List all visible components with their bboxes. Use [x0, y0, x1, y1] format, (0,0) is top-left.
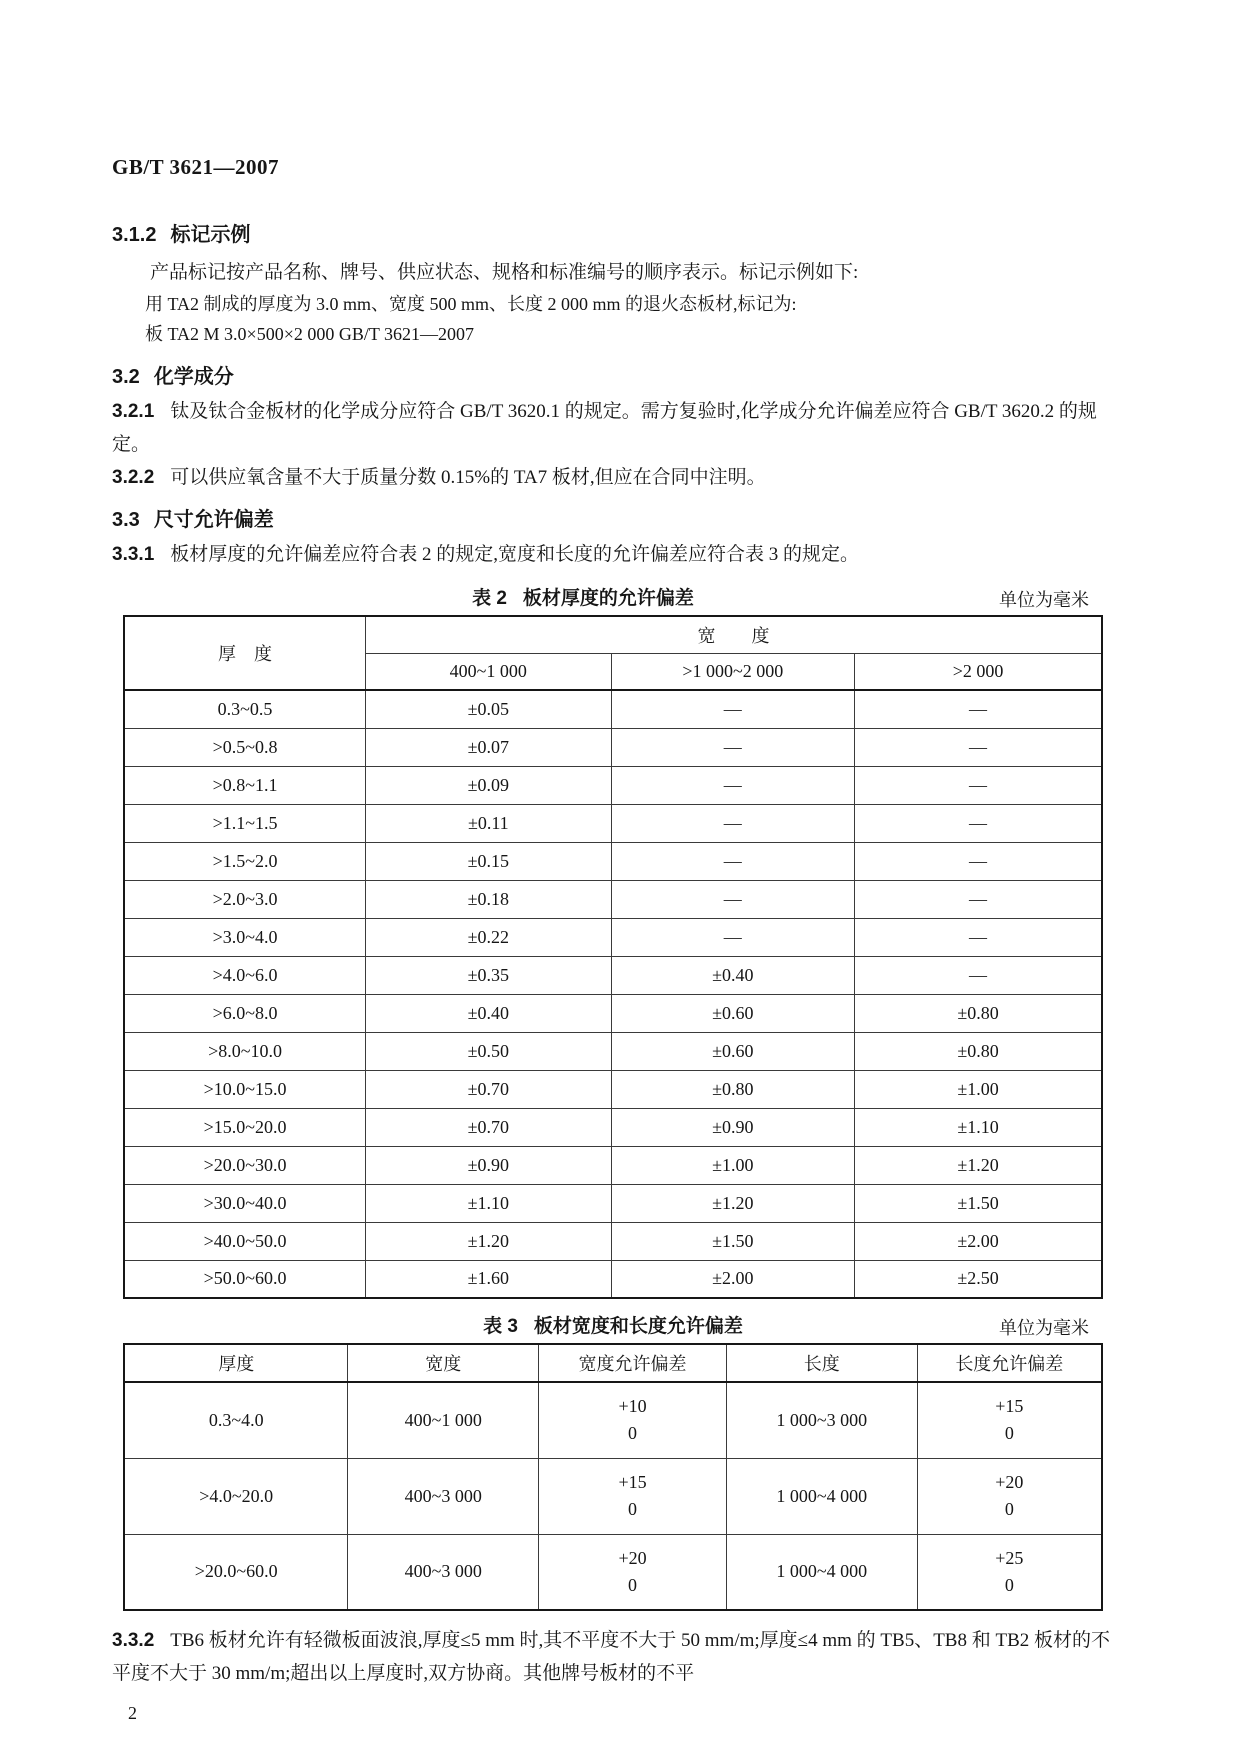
deviation-cell: —	[611, 918, 855, 956]
table3-column-header: 长度	[726, 1344, 917, 1382]
deviation-cell: —	[855, 918, 1102, 956]
table2-row	[124, 842, 1102, 880]
table2-row	[124, 1070, 1102, 1108]
width-deviation-cell	[539, 1458, 727, 1534]
deviation-cell: ±0.40	[611, 956, 855, 994]
deviation-cell: ±1.20	[855, 1146, 1102, 1184]
paragraph-text: 板材厚度的允许偏差应符合表 2 的规定,宽度和长度的允许偏差应符合表 3 的规定。	[170, 544, 860, 565]
deviation-cell: ±0.35	[366, 956, 611, 994]
deviation-cell: ±0.18	[366, 880, 611, 918]
thickness-range-cell: >15.0~20.0	[124, 1108, 366, 1146]
width-range-cell: 400~1 000	[348, 1382, 539, 1458]
table2-caption	[123, 583, 1043, 610]
deviation-cell: ±1.50	[855, 1184, 1102, 1222]
table2-row	[124, 766, 1102, 804]
deviation-line: +20	[618, 1547, 647, 1568]
table2-body	[124, 690, 1102, 1298]
table2-row	[124, 1146, 1102, 1184]
deviation-cell: ±0.80	[855, 1032, 1102, 1070]
deviation-cell: —	[611, 880, 855, 918]
deviation-cell: ±1.10	[366, 1184, 611, 1222]
section-title: 标记示例	[170, 224, 251, 246]
deviation-cell: ±0.05	[366, 690, 611, 728]
length-deviation-cell	[917, 1458, 1102, 1534]
deviation-line: +15	[618, 1472, 647, 1492]
deviation-cell: ±1.10	[855, 1108, 1102, 1146]
paragraph-text: 钛及钛合金板材的化学成分应符合 GB/T 3620.1 的规定。需方复验时,化学成分允许偏差应符合 GB/T 3620.2 的规定。	[112, 401, 1097, 455]
table3-caption	[123, 1311, 1103, 1338]
table3-column-header: 厚度	[124, 1344, 348, 1382]
table2-header	[124, 616, 1102, 690]
section-number: 3.3	[112, 509, 140, 531]
table2-row	[124, 804, 1102, 842]
deviation-cell: ±0.90	[366, 1146, 611, 1184]
section-title: 化学成分	[153, 366, 234, 388]
deviation-cell: ±1.20	[366, 1222, 611, 1260]
thickness-range-cell: >8.0~10.0	[124, 1032, 366, 1070]
thickness-range-cell: >6.0~8.0	[124, 994, 366, 1032]
section-number: 3.1.2	[112, 224, 157, 246]
table3-row	[124, 1534, 1102, 1610]
marking-intro-paragraph: 产品标记按产品名称、牌号、供应状态、规格和标准编号的顺序表示。标记示例如下:	[150, 262, 859, 283]
width-range-cell: 400~3 000	[348, 1458, 539, 1534]
deviation-line: 0	[1004, 1499, 1014, 1519]
thickness-range-cell: >20.0~60.0	[124, 1534, 348, 1610]
table2-caption-label: 表 2	[472, 588, 507, 609]
deviation-cell: —	[611, 842, 855, 880]
standard-number-header: GB/T 3621—2007	[112, 155, 280, 179]
deviation-cell: ±0.70	[366, 1108, 611, 1146]
table2-row	[124, 956, 1102, 994]
section-3-3-1-paragraph	[112, 538, 1112, 571]
table2-width-range-header: >1 000~2 000	[611, 653, 855, 690]
table3-body	[124, 1382, 1102, 1610]
deviation-cell: —	[611, 690, 855, 728]
deviation-cell: ±1.00	[855, 1070, 1102, 1108]
section-number: 3.2.2	[112, 467, 155, 488]
deviation-cell: —	[855, 842, 1102, 880]
table3-caption-row	[123, 1311, 1103, 1343]
thickness-range-cell: 0.3~4.0	[124, 1382, 348, 1458]
table2-caption-row	[123, 583, 1103, 615]
table3-header	[124, 1344, 1102, 1382]
deviation-cell: ±0.90	[611, 1108, 855, 1146]
marking-example-line: 板 TA2 M 3.0×500×2 000 GB/T 3621—2007	[145, 324, 475, 344]
table2-row	[124, 880, 1102, 918]
thickness-range-cell: >40.0~50.0	[124, 1222, 366, 1260]
section-number: 3.3.1	[112, 544, 155, 565]
table2-row	[124, 1260, 1102, 1298]
deviation-line: +25	[995, 1547, 1024, 1568]
length-range-cell: 1 000~4 000	[726, 1458, 917, 1534]
table2-width-group-header: 宽 度	[366, 616, 1102, 653]
deviation-cell: —	[855, 690, 1102, 728]
deviation-cell: ±0.80	[611, 1070, 855, 1108]
deviation-cell: —	[611, 766, 855, 804]
thickness-range-cell: >0.8~1.1	[124, 766, 366, 804]
paragraph-text: 可以供应氧含量不大于质量分数 0.15%的 TA7 板材,但应在合同中注明。	[170, 467, 766, 488]
table2-row	[124, 994, 1102, 1032]
deviation-line: 0	[628, 1423, 638, 1444]
thickness-range-cell: >20.0~30.0	[124, 1146, 366, 1184]
table3-caption-text: 板材宽度和长度允许偏差	[533, 1316, 743, 1337]
table3-column-header: 宽度允许偏差	[539, 1344, 727, 1382]
deviation-cell: ±0.80	[855, 994, 1102, 1032]
section-number: 3.2	[112, 366, 140, 388]
table3-unit-label: 单位为毫米	[999, 1318, 1089, 1338]
deviation-cell: ±1.60	[366, 1260, 611, 1298]
table3-column-header: 宽度	[348, 1344, 539, 1382]
thickness-range-cell: >1.1~1.5	[124, 804, 366, 842]
length-deviation-cell	[917, 1382, 1102, 1458]
length-deviation-cell	[917, 1534, 1102, 1610]
section-number: 3.2.1	[112, 401, 155, 422]
deviation-cell: ±0.50	[366, 1032, 611, 1070]
length-range-cell: 1 000~4 000	[726, 1534, 917, 1610]
deviation-cell: ±2.50	[855, 1260, 1102, 1298]
deviation-cell: —	[611, 728, 855, 766]
thickness-range-cell: >0.5~0.8	[124, 728, 366, 766]
table2-width-range-header: >2 000	[855, 653, 1102, 690]
thickness-range-cell: >4.0~6.0	[124, 956, 366, 994]
marking-description-line: 用 TA2 制成的厚度为 3.0 mm、宽度 500 mm、长度 2 000 mm 的退火态板材,标记为:	[145, 294, 797, 314]
section-number: 3.3.2	[112, 1630, 155, 1651]
deviation-cell: ±0.09	[366, 766, 611, 804]
deviation-cell: —	[855, 804, 1102, 842]
section-title: 尺寸允许偏差	[153, 509, 274, 531]
width-deviation-cell	[539, 1382, 727, 1458]
deviation-cell: —	[855, 766, 1102, 804]
section-3-2-heading	[112, 364, 1112, 390]
deviation-cell: ±0.11	[366, 804, 611, 842]
thickness-range-cell: >30.0~40.0	[124, 1184, 366, 1222]
deviation-line: +15	[995, 1396, 1024, 1417]
table2-thickness-deviation	[123, 615, 1103, 1299]
deviation-cell: —	[855, 956, 1102, 994]
deviation-cell: —	[611, 804, 855, 842]
deviation-cell: ±1.50	[611, 1222, 855, 1260]
deviation-cell: ±1.20	[611, 1184, 855, 1222]
table3-row	[124, 1458, 1102, 1534]
width-deviation-cell	[539, 1534, 727, 1610]
deviation-cell: ±2.00	[611, 1260, 855, 1298]
deviation-cell: ±0.40	[366, 994, 611, 1032]
table2-thickness-column-header: 厚 度	[124, 616, 366, 690]
length-range-cell: 1 000~3 000	[726, 1382, 917, 1458]
deviation-line: +20	[995, 1472, 1024, 1492]
deviation-cell: ±0.22	[366, 918, 611, 956]
thickness-range-cell: >2.0~3.0	[124, 880, 366, 918]
table2-caption-text: 板材厚度的允许偏差	[522, 588, 694, 609]
thickness-range-cell: >50.0~60.0	[124, 1260, 366, 1298]
section-3-3-heading	[112, 507, 1112, 533]
deviation-cell: ±0.70	[366, 1070, 611, 1108]
thickness-range-cell: >10.0~15.0	[124, 1070, 366, 1108]
paragraph-text: TB6 板材允许有轻微板面波浪,厚度≤5 mm 时,其不平度不大于 50 mm/m;厚度≤4 mm 的 TB5、TB8 和 TB2 板材的不平度不大于 30 mm/m;超出以上厚度时,双方协商。其他牌号板材的不平	[112, 1630, 1110, 1684]
table2-unit-label: 单位为毫米	[999, 590, 1089, 610]
table2-row	[124, 1032, 1102, 1070]
section-3-3-2-paragraph	[112, 1624, 1112, 1690]
thickness-range-cell: 0.3~0.5	[124, 690, 366, 728]
width-range-cell: 400~3 000	[348, 1534, 539, 1610]
deviation-cell: ±0.15	[366, 842, 611, 880]
thickness-range-cell: >1.5~2.0	[124, 842, 366, 880]
section-3-2-2-paragraph	[112, 461, 1112, 494]
table3-row	[124, 1382, 1102, 1458]
table2-row	[124, 918, 1102, 956]
deviation-cell: ±0.07	[366, 728, 611, 766]
deviation-line: 0	[1004, 1423, 1014, 1444]
deviation-cell: —	[855, 728, 1102, 766]
table2-row	[124, 728, 1102, 766]
page-number: 2	[128, 1703, 137, 1723]
table2-row	[124, 690, 1102, 728]
section-3-1-2-heading	[112, 222, 1112, 248]
deviation-line: +10	[618, 1396, 647, 1417]
deviation-line: 0	[628, 1574, 638, 1595]
table2-row	[124, 1184, 1102, 1222]
deviation-cell: ±2.00	[855, 1222, 1102, 1260]
table2-width-range-header: 400~1 000	[366, 653, 611, 690]
thickness-range-cell: >4.0~20.0	[124, 1458, 348, 1534]
table3-width-length-deviation	[123, 1343, 1103, 1611]
thickness-range-cell: >3.0~4.0	[124, 918, 366, 956]
deviation-line: 0	[628, 1499, 638, 1519]
deviation-line: 0	[1004, 1574, 1014, 1595]
deviation-cell: ±0.60	[611, 994, 855, 1032]
table2-row	[124, 1108, 1102, 1146]
table2-row	[124, 1222, 1102, 1260]
deviation-cell: ±1.00	[611, 1146, 855, 1184]
table3-column-header: 长度允许偏差	[917, 1344, 1102, 1382]
table3-caption-label: 表 3	[483, 1316, 518, 1337]
section-3-2-1-paragraph	[112, 395, 1112, 461]
deviation-cell: —	[855, 880, 1102, 918]
deviation-cell: ±0.60	[611, 1032, 855, 1070]
